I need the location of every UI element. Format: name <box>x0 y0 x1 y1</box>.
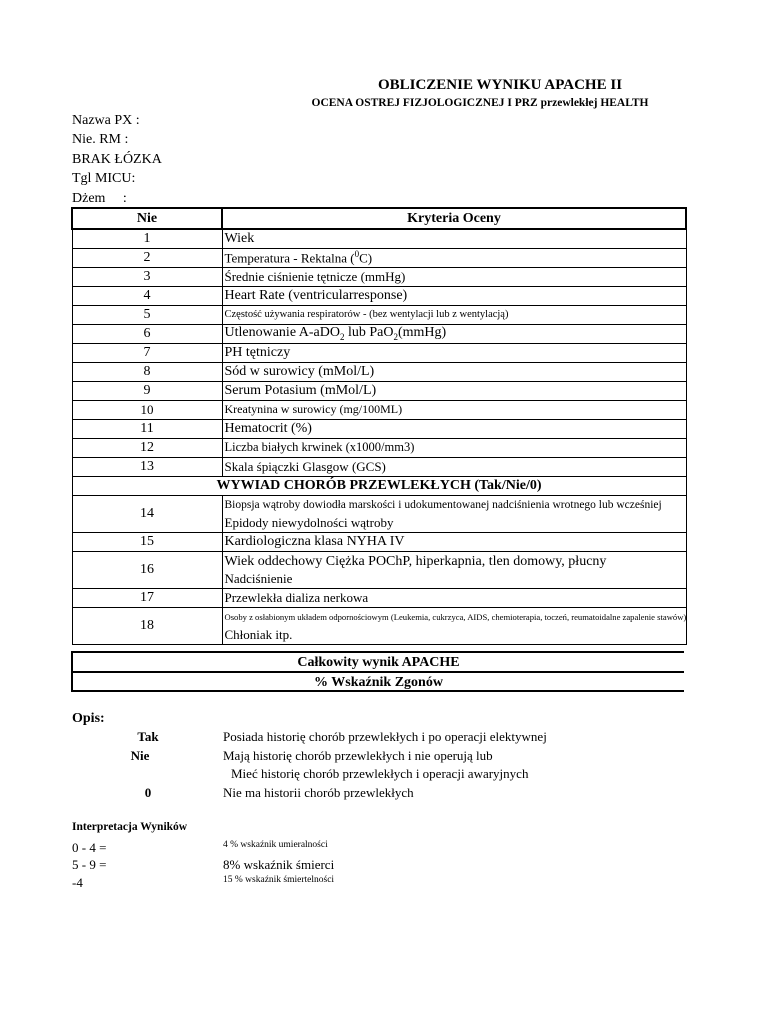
criteria-line: Nadciśnienie <box>224 570 293 586</box>
table-row <box>72 248 686 267</box>
field-nie-rm: Nie. RM : <box>72 132 129 147</box>
opis-text: Nie ma historii chorób przewlekłych <box>223 785 414 800</box>
criteria-label: Serum Potasium (mMol/L) <box>222 381 686 400</box>
label-part: Temperatura - Rektalna ( <box>224 250 355 266</box>
interpretation-range: 0 - 4 = <box>72 840 107 855</box>
table-row <box>72 495 686 532</box>
opis-key: Tak <box>137 729 159 744</box>
field-tgl-micu: Tgl MICU: <box>72 171 136 186</box>
row-number: 4 <box>72 286 222 305</box>
interpretation-range: 5 - 9 = <box>72 857 107 872</box>
row-number: 10 <box>72 400 222 419</box>
row-number: 5 <box>72 305 222 324</box>
criteria-line: Biopsja wątroby dowiodła marskości i udokumentowanej nadciśnienia wrotnego lub wcześniej <box>224 498 662 511</box>
opis-key: 0 <box>144 785 152 800</box>
table-row <box>72 438 686 457</box>
table-row <box>72 267 686 286</box>
table-row <box>72 419 686 438</box>
row-number: 16 <box>72 551 222 588</box>
criteria-label <box>222 324 686 343</box>
table-row <box>72 324 686 343</box>
col-header-no: Nie <box>72 208 222 229</box>
opis-heading: Opis: <box>72 711 105 726</box>
criteria-label: Sód w surowicy (mMol/L) <box>222 362 686 381</box>
interpretation-heading: Interpretacja Wyników <box>72 821 188 833</box>
interpretation-text: 4 % wskaźnik umieralności <box>223 840 328 850</box>
criteria-line: Chłoniak itp. <box>224 626 293 642</box>
mortality-rate: % Wskaźnik Zgonów <box>71 671 684 692</box>
row-number: 6 <box>72 324 222 343</box>
table-row <box>72 229 686 248</box>
label-subscript: 2 <box>339 331 345 342</box>
interpretation-range: -4 <box>72 875 83 890</box>
row-number: 14 <box>72 495 222 532</box>
label-part: C) <box>359 250 373 266</box>
criteria-line: Epidody niewydolności wątroby <box>224 514 394 530</box>
total-apache-score: Całkowity wynik APACHE <box>71 651 684 672</box>
opis-key: Nie <box>130 748 150 763</box>
table-row <box>72 305 686 324</box>
subtitle-end: przewlekłej HEALTH <box>540 97 649 109</box>
criteria-label: Hematocrit (%) <box>222 419 686 438</box>
table-row <box>72 343 686 362</box>
criteria-label: Skala śpiączki Glasgow (GCS) <box>222 457 686 476</box>
row-number: 13 <box>72 457 222 476</box>
criteria-label <box>222 248 686 267</box>
row-number: 1 <box>72 229 222 248</box>
col-header-criteria: Kryteria Oceny <box>222 208 686 229</box>
page-subtitle <box>0 97 768 109</box>
field-nazwa-px: Nazwa PX : <box>72 113 140 128</box>
table-row <box>72 588 686 607</box>
criteria-label: Przewlekła dializa nerkowa <box>222 588 686 607</box>
interpretation-text: 8% wskaźnik śmierci <box>223 857 335 872</box>
criteria-label <box>222 607 686 644</box>
interpretation-text: 15 % wskaźnik śmiertelności <box>223 875 335 885</box>
table-row <box>72 457 686 476</box>
label-part: (mmHg) <box>397 325 447 341</box>
chronic-section-title: WYWIAD CHORÓB PRZEWLEKŁYCH (Tak/Nie/0) <box>72 476 686 495</box>
opis-text: Mieć historię chorób przewlekłych i operacji awaryjnych <box>231 766 529 781</box>
criteria-label: Heart Rate (ventricularresponse) <box>222 286 686 305</box>
subtitle-main: OCENA OSTREJ FIZJOLOGICZNEJ I PRZ <box>311 97 538 109</box>
criteria-line: Wiek oddechowy Ciężka POChP, hiperkapnia, tlen domowy, płucny <box>224 553 607 569</box>
row-number: 7 <box>72 343 222 362</box>
field-brak-lozka: BRAK ŁÓZKA <box>72 152 162 167</box>
opis-text: Mają historię chorób przewlekłych i nie operują lub <box>223 748 493 763</box>
table-row <box>72 362 686 381</box>
label-part: lub PaO <box>344 325 394 341</box>
criteria-label: Liczba białych krwinek (x1000/mm3) <box>222 438 686 457</box>
criteria-label: Kardiologiczna klasa NYHA IV <box>222 532 686 551</box>
label-subscript: 2 <box>393 331 398 342</box>
criteria-label <box>222 551 686 588</box>
criteria-line: Osoby z osłabionym układem odpornościowym (Leukemia, cukrzyca, AIDS, chemioterapia, toczeń, reumatoidalne zapalenie stawów) <box>224 611 687 622</box>
criteria-label: Wiek <box>222 229 686 248</box>
table-row <box>72 400 686 419</box>
criteria-label: Średnie ciśnienie tętnicze (mmHg) <box>222 267 686 286</box>
row-number: 11 <box>72 419 222 438</box>
chronic-section-header <box>72 476 686 495</box>
table-header-row <box>72 208 686 229</box>
table-row <box>72 551 686 588</box>
row-number: 8 <box>72 362 222 381</box>
table-row <box>72 381 686 400</box>
field-dzem: Dżem : <box>72 191 127 206</box>
row-number: 9 <box>72 381 222 400</box>
table-row <box>72 607 686 644</box>
row-number: 17 <box>72 588 222 607</box>
opis-text: Posiada historię chorób przewlekłych i po operacji elektywnej <box>223 729 547 744</box>
page-title: OBLICZENIE WYNIKU APACHE II <box>377 77 623 93</box>
apache-criteria-table <box>71 207 687 645</box>
table-row <box>72 532 686 551</box>
label-part: Utlenowanie A-aDO <box>224 325 340 341</box>
criteria-label: Częstość używania respiratorów - (bez wentylacji lub z wentylacją) <box>222 305 686 324</box>
row-number: 12 <box>72 438 222 457</box>
criteria-label <box>222 495 686 532</box>
row-number: 2 <box>72 248 222 267</box>
label-superscript: 0 <box>354 248 360 259</box>
row-number: 18 <box>72 607 222 644</box>
row-number: 3 <box>72 267 222 286</box>
criteria-label: PH tętniczy <box>222 343 686 362</box>
criteria-label: Kreatynina w surowicy (mg/100ML) <box>222 400 686 419</box>
table-row <box>72 286 686 305</box>
row-number: 15 <box>72 532 222 551</box>
